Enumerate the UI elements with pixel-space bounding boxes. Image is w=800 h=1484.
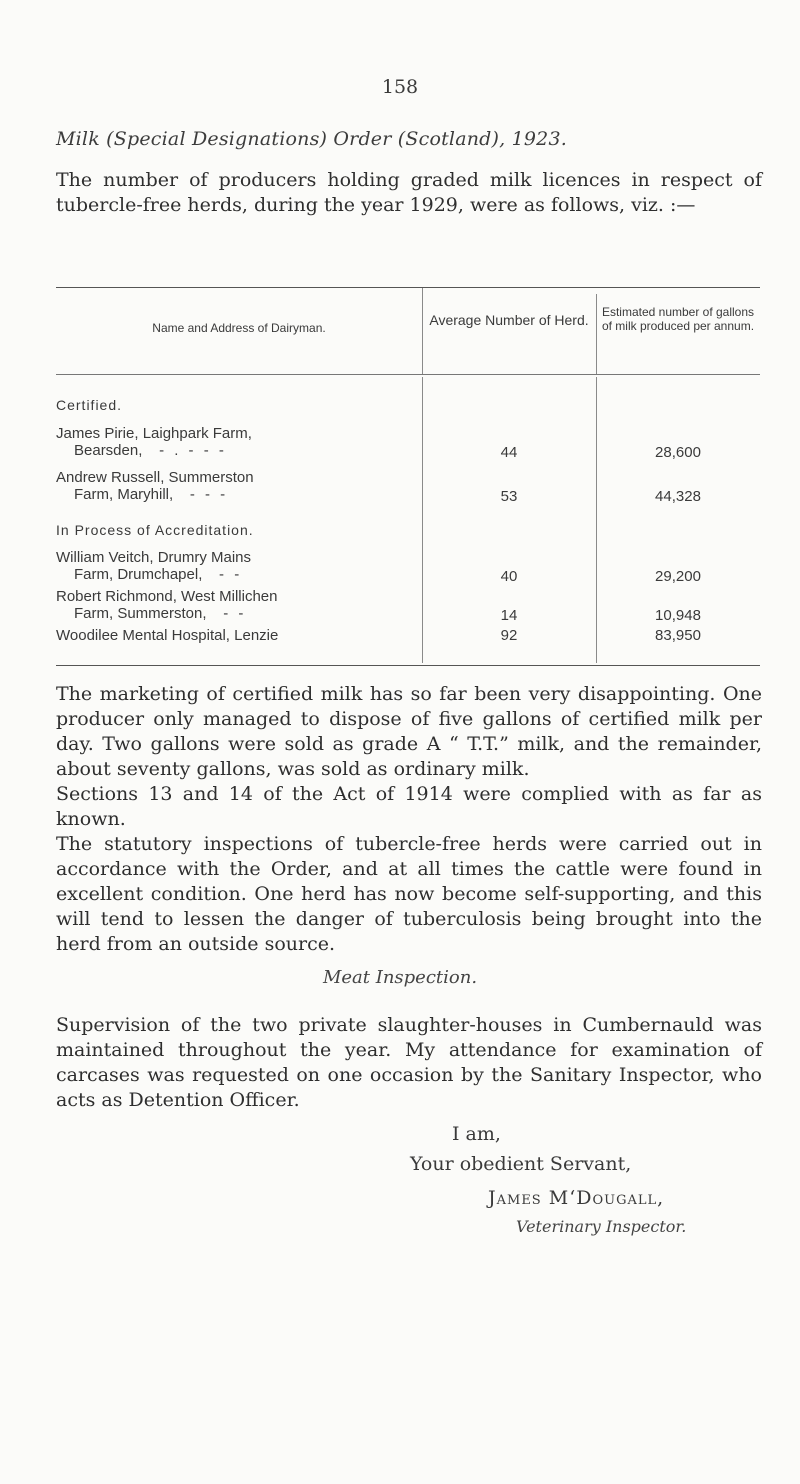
column-divider [596, 294, 597, 374]
dairyman-name [56, 425, 400, 459]
herd-value: 92 [500, 627, 518, 644]
meat-inspection-paragraph: Supervision of the two private slaughter-houses in Cumbernauld was maintained throughout the year. My attendance for examination of carcases was requested on one occasion by the Sanitary Inspector, who acts as Detention Officer. [56, 1014, 762, 1111]
name-line-1: Woodilee Mental Hospital, Lenzie [56, 627, 279, 644]
header-gallons: Estimated number of gallons of milk produced per annum. [601, 305, 755, 333]
section-title-accreditation: In Process of Accreditation. [56, 522, 254, 538]
name-line-1: James Pirie, Laighpark Farm, [56, 425, 252, 442]
meat-inspection-body [56, 1013, 762, 1113]
order-title: Milk (Special Designations) Order (Scotland), 1923. [56, 128, 568, 150]
dairyman-name [56, 469, 400, 503]
gallons-value: 10,948 [655, 607, 701, 624]
name-line-1: William Veitch, Drumry Mains [56, 549, 252, 566]
name-line-2: Bearsden, - . - - - [74, 442, 227, 459]
herd-value: 40 [500, 568, 518, 585]
dairyman-name [56, 549, 400, 583]
page-number: 158 [381, 76, 419, 98]
gallons-value: 44,328 [655, 488, 701, 505]
name-line-2: Farm, Summerston, - - [74, 605, 247, 622]
closing-servant: Your obedient Servant, [410, 1153, 632, 1175]
section-title-certified: Certified. [56, 397, 123, 413]
marketing-paragraph: The marketing of certified milk has so far been very disappointing. One producer only managed to dispose of five gallons of certified milk per day. Two gallons were sold as grade A “ T.T.” milk, and the remainder, about seventy gallons, was sold as ordinary milk. [56, 683, 762, 780]
gallons-value: 28,600 [655, 444, 701, 461]
column-divider [422, 288, 423, 374]
signatory-role: Veterinary Inspector. [516, 1217, 687, 1236]
table-body [56, 375, 760, 665]
table-header [56, 288, 760, 374]
name-line-1: Andrew Russell, Summerston [56, 469, 254, 486]
closing-i-am: I am, [452, 1123, 501, 1145]
gallons-value: 83,950 [655, 627, 701, 644]
name-line-2: Farm, Drumchapel, - - [74, 566, 243, 583]
name-line-2: Farm, Maryhill, - - - [74, 486, 229, 503]
intro-paragraph: The number of producers holding graded milk licences in respect of tubercle-free herds, during the year 1929, were as follows, viz. :— [56, 169, 762, 216]
table-bottom-rule [56, 665, 760, 666]
signature: James M‘Dougall, [488, 1187, 665, 1209]
herd-value: 44 [500, 444, 518, 461]
header-herd: Average Number of Herd. [429, 312, 589, 328]
herd-value: 53 [500, 488, 518, 505]
herd-value: 14 [500, 607, 518, 624]
dairyman-name [56, 588, 400, 622]
gallons-value: 29,200 [655, 568, 701, 585]
name-line-1: Robert Richmond, West Millichen [56, 588, 278, 605]
dairyman-name [56, 627, 400, 644]
meat-inspection-heading: Meat Inspection. [322, 967, 478, 988]
header-name: Name and Address of Dairyman. [152, 321, 326, 335]
producers-table [56, 287, 760, 666]
sections-paragraph: Sections 13 and 14 of the Act of 1914 were complied with as far as known. [56, 783, 762, 830]
inspections-paragraph: The statutory inspections of tubercle-free herds were carried out in accordance with the Order, and at all times the cattle were found in excellent condition. One herd has now become self-supporting, and this will tend to lessen the danger of tuberculosis being brought into the herd from an outside source. [56, 833, 762, 955]
body-paragraphs [56, 682, 762, 957]
